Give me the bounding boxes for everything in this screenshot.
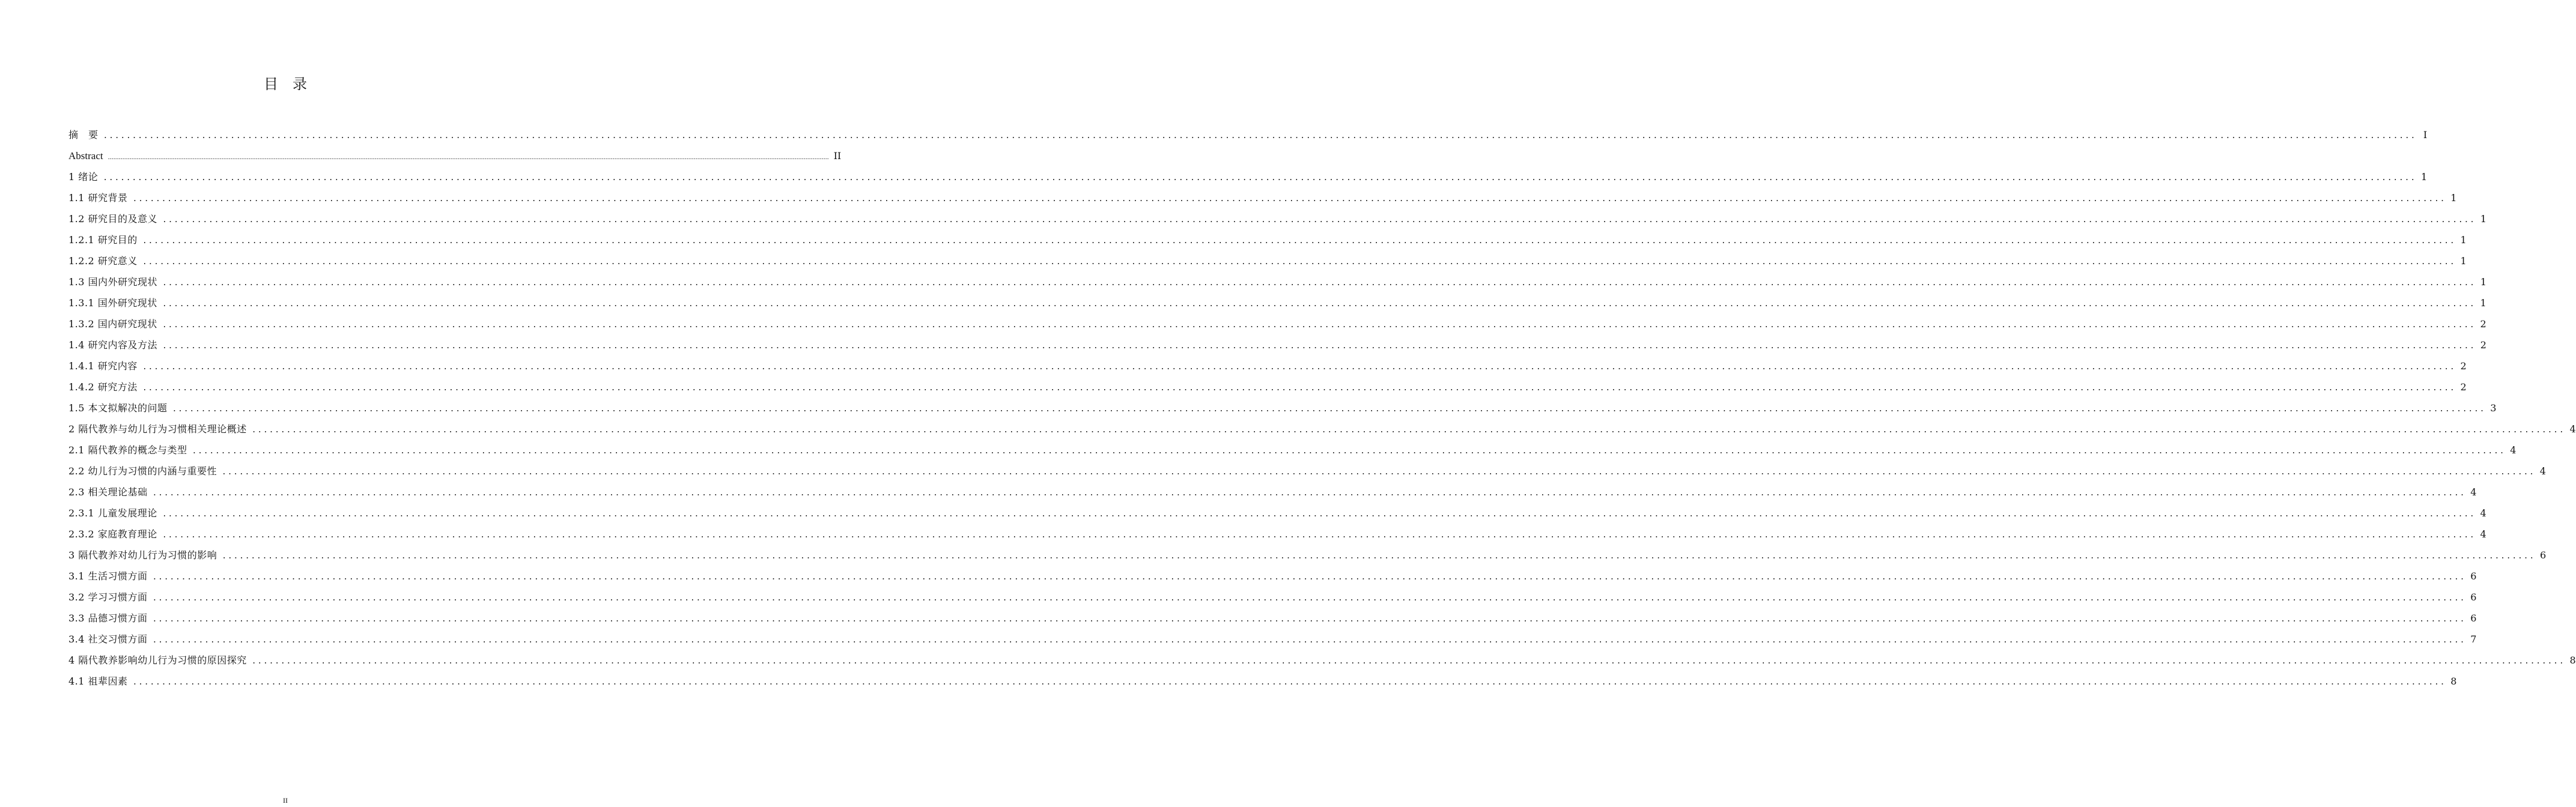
toc-entry-page: 1	[2480, 213, 2486, 225]
toc-entry-page: 4	[2510, 444, 2517, 456]
toc-entry[interactable]	[68, 440, 2517, 461]
toc-entry-page: 8	[2569, 654, 2576, 666]
toc-dot-leader: ................................................................................................................................................................................................................................................................................................................................................................................................................	[162, 510, 2476, 519]
toc-entry-page: 1	[2460, 234, 2467, 246]
toc-entry[interactable]	[68, 208, 2486, 229]
toc-entry-label: 2.2 幼儿行为习惯的内涵与重要性	[68, 465, 217, 477]
toc-entry-label: 2.3 相关理论基础	[68, 486, 148, 498]
toc-entry[interactable]	[68, 482, 2477, 503]
toc-entry-page: 1	[2450, 192, 2457, 204]
toc-dot-leader: ................................................................................................................................................................................................................................................................................................................................................................................................................	[142, 363, 2456, 372]
toc-entry-page: 1	[2460, 255, 2467, 267]
toc-dot-leader: ................................................................................................................................................................................................................................................................................................................................................................................................................	[142, 258, 2456, 267]
toc-entry[interactable]	[68, 187, 2457, 208]
toc-entry[interactable]	[68, 313, 2486, 334]
toc-entry[interactable]	[68, 250, 2467, 271]
toc-entry-label: 1 绪论	[68, 171, 99, 183]
toc-entry-page: 2	[2480, 318, 2486, 330]
toc-entry-label: 2.1 隔代教养的概念与类型	[68, 444, 187, 456]
toc-dot-leader: ................................................................................................................................................................................................................................................................................................................................................................................................................	[152, 594, 2466, 603]
toc-entry-label: 1.4.1 研究内容	[68, 360, 138, 372]
toc-entry-page: 6	[2470, 612, 2477, 624]
toc-entry[interactable]	[68, 166, 2428, 187]
toc-entry[interactable]	[68, 145, 842, 166]
toc-entry-label: 3 隔代教养对幼儿行为习惯的影响	[68, 549, 217, 561]
toc-entry[interactable]	[68, 608, 2477, 629]
toc-dot-leader: ................................................................................................................................................................................................................................................................................................................................................................................................................	[162, 321, 2476, 330]
toc-entry-page: 1	[2480, 297, 2486, 309]
toc-entry-page: 6	[2470, 570, 2477, 582]
toc-entry-label: 1.3.2 国内研究现状	[68, 318, 157, 330]
toc-dot-leader: ................................................................................................................................................................................................................................................................................................................................................................................................................	[132, 195, 2446, 204]
toc-entry-page: 4	[2480, 507, 2486, 519]
toc-entry-page: 4	[2470, 486, 2477, 498]
toc-entry-page: 2	[2480, 339, 2486, 351]
toc-entry-label: 1.2 研究目的及意义	[68, 213, 158, 225]
toc-entry[interactable]	[68, 566, 2477, 587]
toc-entry-page: 6	[2539, 549, 2547, 561]
toc-entry-label: 3.1 生活习惯方面	[68, 570, 148, 582]
toc-dot-leader: ................................................................................................................................................................................................................................................................................................................................................................................................................	[142, 384, 2456, 393]
toc-entry-page: 1	[2480, 276, 2486, 288]
toc-entry[interactable]	[68, 376, 2467, 397]
toc-entry-page: 4	[2539, 465, 2546, 477]
toc-dot-leader: ................................................................................................................................................................................................................................................................................................................................................................................................................	[222, 552, 2535, 561]
toc-dot-leader: ................................................................................................................................................................................................................................................................................................................................................................................................................	[152, 615, 2466, 624]
toc-entry-page: 1	[2420, 171, 2428, 183]
toc-entry-label: 1.4.2 研究方法	[68, 381, 138, 393]
toc-entry-page: 2	[2460, 360, 2467, 372]
toc-entry-page: 8	[2450, 676, 2457, 687]
toc-entry-label: 1.1 研究背景	[68, 192, 128, 204]
toc-dot-leader: ................................................................................................................................................................................................................................................................................................................................................................................................................	[172, 405, 2486, 414]
toc-dot-leader: ................................................................................................................................................................................................................................................................................................................................................................................................................	[162, 342, 2476, 351]
toc-dot-leader: ................................................................................................................................................................................................................................................................................................................................................................................................................	[162, 216, 2476, 225]
toc-dot-leader: ................................................................................................................................................................................................................................................................................................................................................................................................................	[152, 636, 2466, 645]
page-title: 目 录	[264, 76, 307, 92]
toc-entry-page: 4	[2480, 528, 2486, 540]
toc-entry-label: 1.2.1 研究目的	[68, 234, 138, 246]
toc-entry[interactable]	[68, 629, 2477, 650]
toc-dot-leader: ................................................................................................................................................................................................................................................................................................................................................................................................................	[222, 468, 2535, 477]
toc-entry-page: 2	[2460, 381, 2467, 393]
toc-dot-leader: ................................................................................................................................................................................................................................................................................................................................................................................................................	[142, 237, 2456, 246]
toc-dot-leader: ................................................................................................................................................................................................................................................................................................................................................................................................................	[132, 678, 2446, 687]
toc-entry-label: 摘 要	[68, 129, 99, 141]
toc-entry-page: II	[833, 150, 842, 162]
toc-entry[interactable]	[68, 524, 2486, 545]
toc-entry[interactable]	[68, 545, 2547, 566]
toc-entry-label: 3.4 社交习惯方面	[68, 633, 148, 645]
toc-entry-page: I	[2423, 129, 2428, 141]
toc-entry-label: 2.3.1 儿童发展理论	[68, 507, 157, 519]
toc-entry-label: Abstract	[68, 150, 103, 162]
toc-dot-leader: ................................................................................................................................................................................................................................................................................................................................................................................................................	[162, 279, 2476, 288]
toc-entry[interactable]	[68, 229, 2467, 250]
toc-entry[interactable]	[68, 292, 2486, 313]
toc-dot-leader: ................................................................................................................................................................................................................................................................................................................................................................................................................	[251, 657, 2565, 666]
toc-dot-leader: ................................................................................................................................................................................................................................................................................................................................................................................................................	[251, 426, 2565, 435]
toc-entry[interactable]	[68, 461, 2546, 482]
table-of-contents	[68, 124, 2576, 692]
toc-entry-label: 3.2 学习习惯方面	[68, 591, 148, 603]
toc-dot-leader: ................................................................................................................................................................................................................................................................................................................................................................................................................	[103, 131, 2417, 141]
toc-entry-page: 3	[2490, 402, 2497, 414]
toc-dot-leader: ................................................................................................................................................................................................................................................................................................................................................................................................................	[108, 153, 829, 161]
toc-entry[interactable]	[68, 419, 2576, 440]
toc-dot-leader: ................................................................................................................................................................................................................................................................................................................................................................................................................	[152, 489, 2466, 498]
toc-entry[interactable]	[68, 650, 2576, 671]
toc-dot-leader: ................................................................................................................................................................................................................................................................................................................................................................................................................	[152, 573, 2466, 582]
toc-dot-leader: ................................................................................................................................................................................................................................................................................................................................................................................................................	[103, 174, 2416, 183]
toc-entry[interactable]	[68, 124, 2428, 145]
toc-entry-page: 7	[2470, 633, 2477, 645]
toc-entry-label: 4 隔代教养影响幼儿行为习惯的原因探究	[68, 654, 247, 666]
toc-entry-label: 4.1 祖辈因素	[68, 676, 128, 687]
toc-entry-label: 1.4 研究内容及方法	[68, 339, 158, 351]
page-number-footer: II	[283, 796, 288, 805]
toc-entry[interactable]	[68, 587, 2477, 608]
toc-entry-label: 1.3.1 国外研究现状	[68, 297, 157, 309]
toc-entry[interactable]	[68, 271, 2486, 292]
toc-entry[interactable]	[68, 334, 2486, 355]
toc-entry[interactable]	[68, 671, 2457, 692]
toc-entry[interactable]	[68, 397, 2497, 419]
toc-entry[interactable]	[68, 503, 2486, 524]
toc-dot-leader: ................................................................................................................................................................................................................................................................................................................................................................................................................	[162, 300, 2476, 309]
toc-entry-label: 1.5 本文拟解决的问题	[68, 402, 168, 414]
toc-entry[interactable]	[68, 355, 2467, 376]
toc-dot-leader: ................................................................................................................................................................................................................................................................................................................................................................................................................	[192, 447, 2506, 456]
toc-entry-page: 4	[2569, 423, 2576, 435]
toc-entry-label: 3.3 品德习惯方面	[68, 612, 148, 624]
toc-entry-page: 6	[2470, 591, 2477, 603]
toc-entry-label: 2.3.2 家庭教育理论	[68, 528, 157, 540]
toc-entry-label: 1.3 国内外研究现状	[68, 276, 158, 288]
toc-entry-label: 1.2.2 研究意义	[68, 255, 138, 267]
toc-dot-leader: ................................................................................................................................................................................................................................................................................................................................................................................................................	[162, 531, 2476, 540]
toc-entry-label: 2 隔代教养与幼儿行为习惯相关理论概述	[68, 423, 247, 435]
